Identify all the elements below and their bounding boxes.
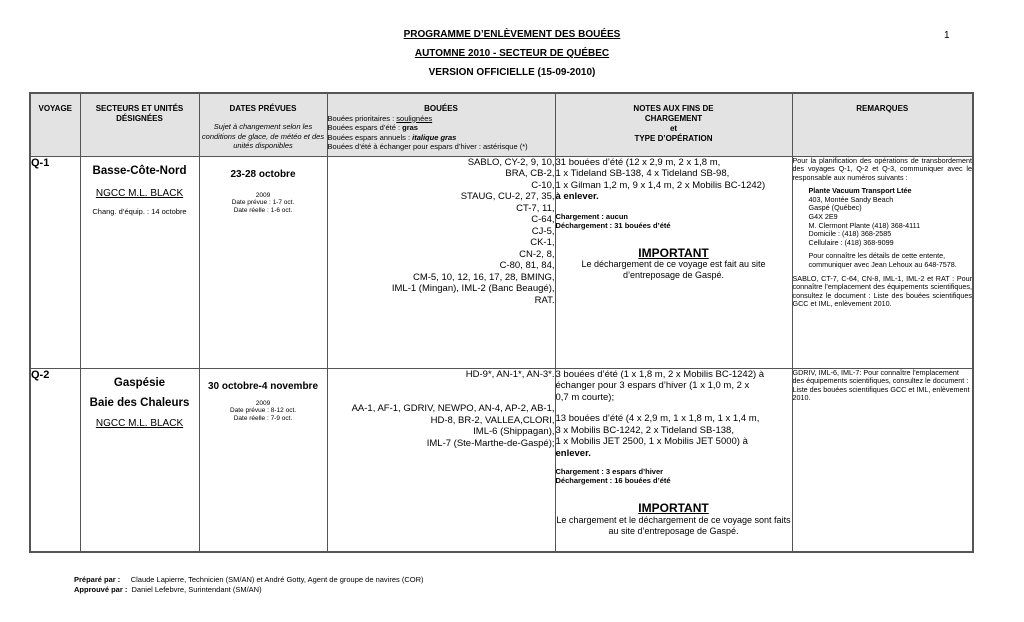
secteur-cell: Gaspésie Baie des Chaleurs NGCC M.L. BLACK [80,368,199,552]
header-bouees: BOUÉES Bouées prioritaires : soulignées Bouées espars d’été : gras Bouées espars annuels : italique gras Bouées d’été à échanger pour espars d’hiver : astérisque (*) [327,93,555,156]
voyage-cell: Q-1 [30,156,80,368]
dates-subtext: Sujet à changement selon les conditions de glace, de météo et des unités disponibles [201,122,325,150]
notes-cell: 3 bouées d’été (1 x 1,8 m, 2 x Mobilis BC-1242) à échanger pour 3 espars d’hiver (1 x 1,0 m, 2 x 0,7 m courte); 13 bouées d’été (4 x 2,9 m, 1 x 1,8 m, 1 x 1,4 m, 3 x Mobilis BC-1242, 2 x Tideland SB-138, 1 x Mobilis JET 2500, 1 x Mobilis JET 5000) à enlever. Chargement : 3 espars d’hiver Déchargement : 16 bouées d’été IMPORTANT Le chargement et le déchargement de ce voyage sont faits au site d’entreposage de Gaspé. [555,368,792,552]
secteur-cell: Basse-Côte-Nord NGCC M.L. BLACK Chang. d’équip. : 14 octobre [80,156,199,368]
bouees-cell: SABLO, CY-2, 9, 10, BRA, CB-2, C-10, STAUG, CU-2, 27, 35, CT-7, 11, C-64, CJ-5, CK-1, CN-2, 8, C-80, 81, 84, CM-5, 10, 12, 16, 17, 28, BMING, IML-1 (Mingan), IML-2 (Banc Beaugé), RAT. [327,156,555,368]
remarques-cell: GDRIV, IML-6, IML-7: Pour connaître l’emplacement des équipements scientifiques, consultez le document : Liste des bouées scientifiques GCC et IML, enlèvement 2010. [792,368,973,552]
prep-value: Claude Lapierre, Technicien (SM/AN) et André Gotty, Agent de groupe de navires (COR) [130,575,424,584]
schedule-table [29,92,974,553]
table-row [30,368,973,552]
appr-value: Daniel Lefebvre, Surintendant (SM/AN) [131,584,262,594]
header-notes: NOTES AUX FINS DE CHARGEMENT et TYPE D’OPÉRATION [555,93,792,156]
title-line-3: VERSION OFFICIELLE (15-09-2010) [428,67,596,78]
page-number: 1 [944,30,950,41]
important-label: IMPORTANT [638,501,709,515]
remarques-cell: Pour la planification des opérations de transbordement des voyages Q-1, Q-2 et Q-3, communiquer avec le responsable aux numéros suivants : Plante Vacuum Transport Ltée 403, Montée Sandy Beach Gaspé (Québec) G4X 2E9 M. Clermont Plante (418) 368-4111 Domicile : (418) 368-2585 Cellulaire : (418) 368-9099 Pour connaître les détails de cette entente, communiquer avec Jean Lehoux au 648-7578. SABLO, CT-7, C-64, CN-8, IML-1, IML-2 et RAT : Pour connaître l’emplacement des équipements scientifiques, consultez le document : Liste des bouées scientifiques GCC et IML, enlèvement 2010. [792,156,973,368]
table-row [30,156,973,368]
dates-cell: 30 octobre-4 novembre 2009 Date prévue : 8-12 oct. Date réelle : 7-9 oct. [199,368,327,552]
appr-label: Approuvé par : [74,584,128,594]
dates-cell: 23-28 octobre 2009 Date prévue : 1-7 oct. Date réelle : 1-6 oct. [199,156,327,368]
bouees-cell: HD-9*, AN-1*, AN-3*. AA-1, AF-1, GDRIV, NEWPO, AN-4, AP-2, AB-1, HD-8, BR-2, VALLEA,CLORI, IML-6 (Shippagan), IML-7 (Ste-Marthe-de-Gaspé); [327,368,555,552]
header-secteurs: SECTEURS ET UNITÉS DÉSIGNÉES [80,93,199,156]
document-title [0,29,1024,79]
header-row [30,93,973,156]
header-voyage: VOYAGE [30,93,80,156]
important-label: IMPORTANT [638,245,709,260]
header-dates: DATES PRÉVUES Sujet à changement selon les conditions de glace, de météo et des unités disponibles [199,93,327,156]
voyage-cell: Q-2 [30,368,80,552]
notes-cell: 31 bouées d’été (12 x 2,9 m, 2 x 1,8 m, 1 x Tideland SB-138, 4 x Tideland SB-98, 1 x Gilman 1,2 m, 9 x 1,4 m, 2 x Mobilis BC-1242) à enlever. Chargement : aucun Déchargement : 31 bouées d’été IMPORTANT Le déchargement de ce voyage est fait au site d’entreposage de Gaspé. [555,156,792,368]
footer [74,575,424,594]
title-line-2: AUTOMNE 2010 - SECTEUR DE QUÉBEC [414,48,610,59]
prep-label: Préparé par : [74,575,121,584]
title-line-1: PROGRAMME D’ENLÈVEMENT DES BOUÉES [403,29,621,40]
header-remarques: REMARQUES [792,93,973,156]
